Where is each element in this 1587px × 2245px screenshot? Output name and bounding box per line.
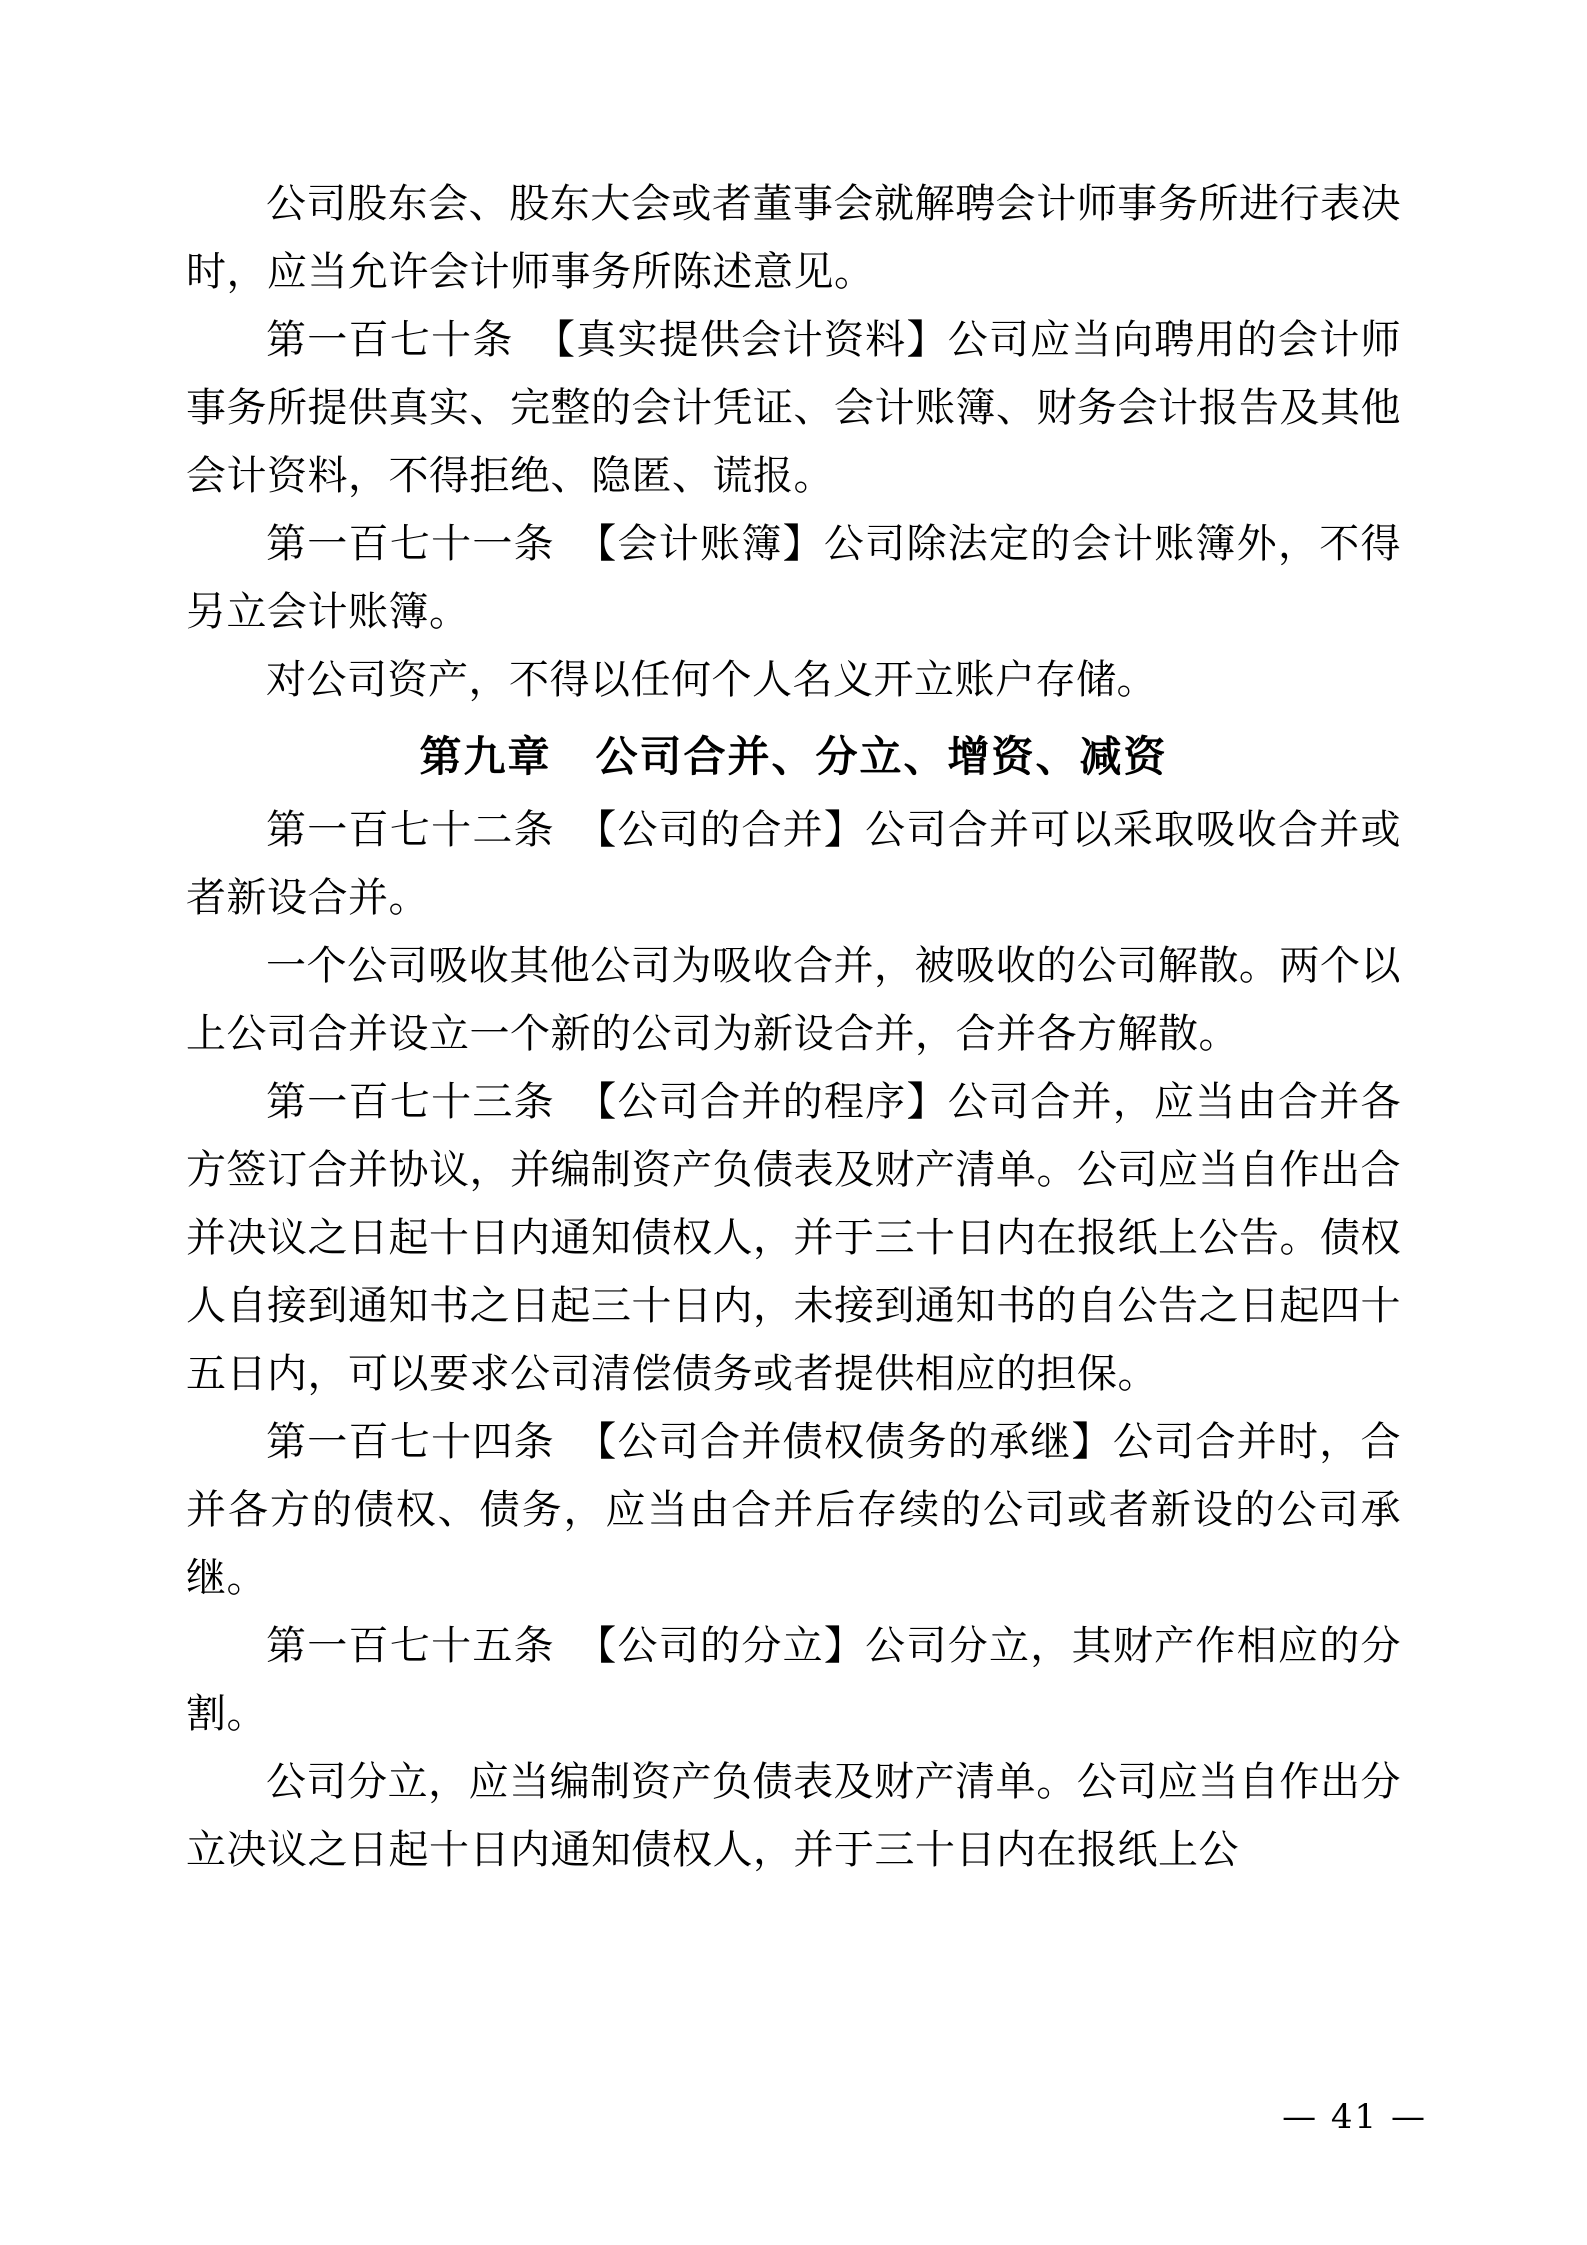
paragraph: 公司分立，应当编制资产负债表及财产清单。公司应当自作出分立决议之日起十日内通知债权人，并于三十日内在报纸上公 [186,1759,1401,1873]
page-number: — 41 — [1282,2097,1427,2137]
paragraph: 第一百七十五条 【公司的分立】公司分立，其财产作相应的分割。 [186,1623,1401,1737]
paragraph: 第一百七十一条 【会计账簿】公司除法定的会计账簿外，不得另立会计账簿。 [186,521,1401,635]
page-content [186,170,1401,1884]
paragraph: 一个公司吸收其他公司为吸收合并，被吸收的公司解散。两个以上公司合并设立一个新的公司为新设合并，合并各方解散。 [186,943,1401,1057]
paragraph: 公司股东会、股东大会或者董事会就解聘会计师事务所进行表决时，应当允许会计师事务所陈述意见。 [186,181,1401,295]
paragraph: 第一百七十二条 【公司的合并】公司合并可以采取吸收合并或者新设合并。 [186,807,1401,921]
paragraph: 对公司资产，不得以任何个人名义开立账户存储。 [266,657,1157,703]
paragraph: 第一百七十三条 【公司合并的程序】公司合并，应当由合并各方签订合并协议，并编制资产负债表及财产清单。公司应当自作出合并决议之日起十日内通知债权人，并于三十日内在报纸上公告。债权人自接到通知书之日起三十日内，未接到通知书的自公告之日起四十五日内，可以要求公司清偿债务或者提供相应的担保。 [186,1079,1401,1397]
paragraph: 第一百七十条 【真实提供会计资料】公司应当向聘用的会计师事务所提供真实、完整的会计凭证、会计账簿、财务会计报告及其他会计资料，不得拒绝、隐匿、谎报。 [186,317,1401,499]
paragraph: 第一百七十四条 【公司合并债权债务的承继】公司合并时，合并各方的债权、债务，应当由合并后存续的公司或者新设的公司承继。 [186,1419,1401,1601]
chapter-heading: 第九章 公司合并、分立、增资、减资 [419,732,1168,781]
